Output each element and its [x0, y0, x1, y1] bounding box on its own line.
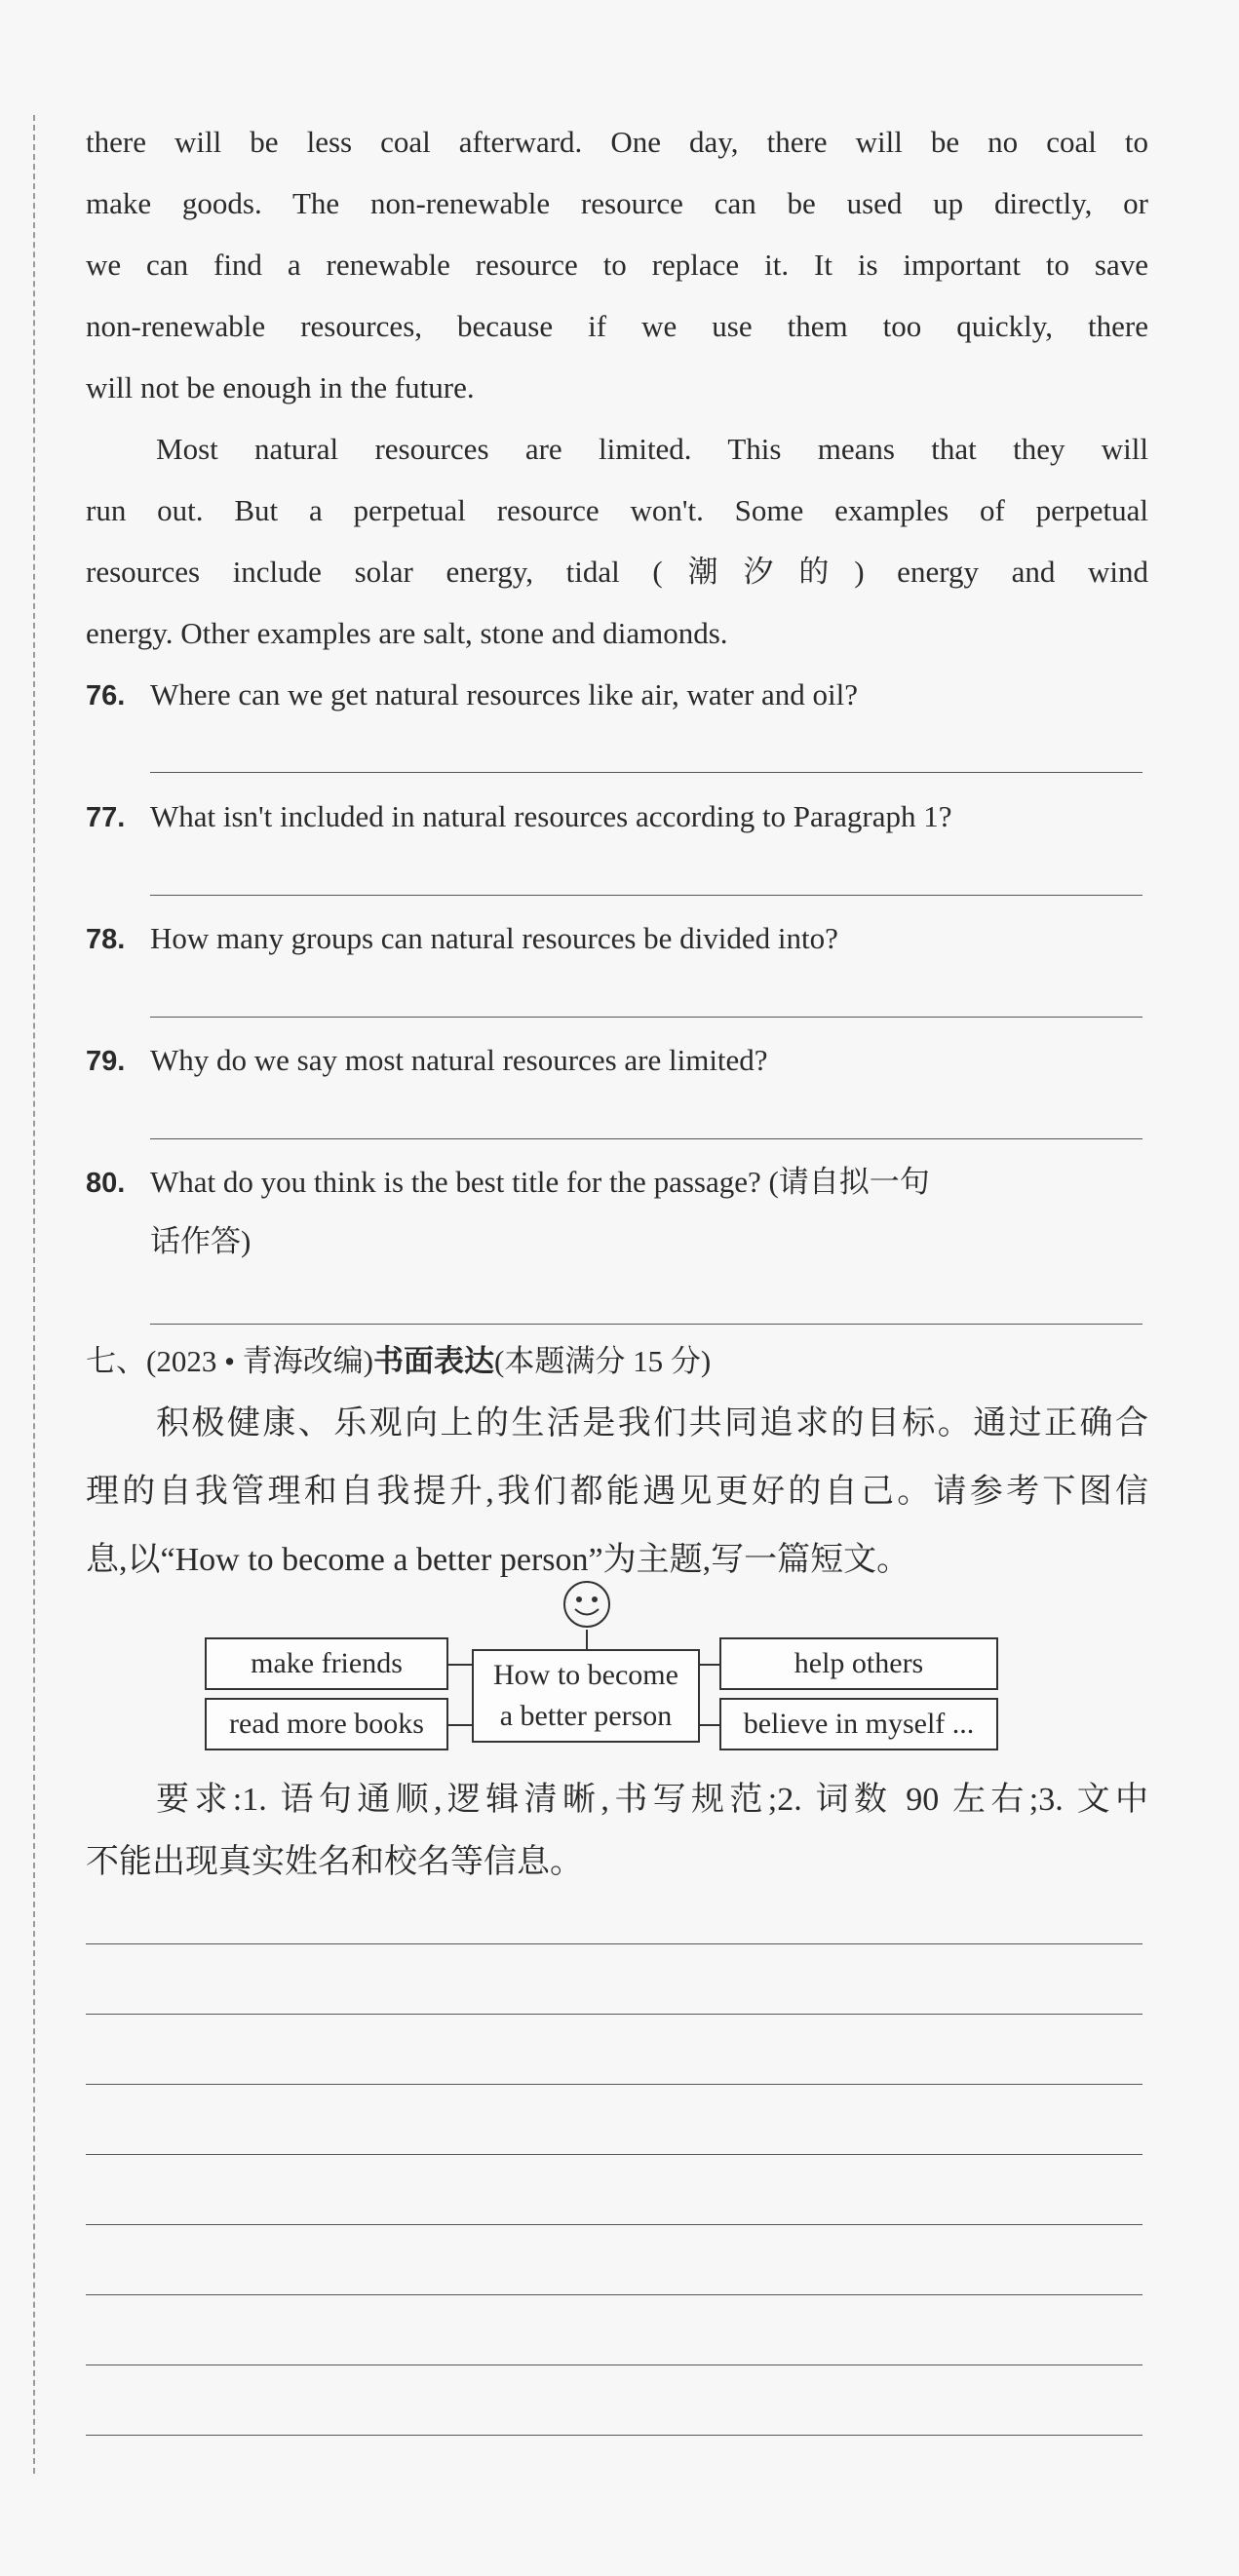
question-text: Why do we say most natural resources are limited?: [150, 1043, 768, 1077]
question-76: [86, 664, 1148, 727]
writing-line[interactable]: [86, 1943, 1142, 1944]
answer-line-77[interactable]: [150, 895, 1142, 896]
section-heading-title: 书面表达: [373, 1344, 494, 1378]
question-text: What isn't included in natural resources according to Paragraph 1?: [150, 799, 952, 833]
answer-line-76[interactable]: [150, 772, 1142, 773]
writing-line[interactable]: [86, 2294, 1142, 2295]
question-79: [86, 1029, 1148, 1093]
question-text: Where can we get natural resources like air, water and oil?: [150, 677, 859, 711]
section-heading-score: (本题满分 15 分): [494, 1344, 712, 1378]
question-80: [86, 1151, 1148, 1214]
box-help-others: help others: [719, 1637, 998, 1690]
question-text: What do you think is the best title for the passage? (请自拟一句: [150, 1165, 930, 1199]
connector: [448, 1664, 472, 1666]
question-number: 77.: [86, 802, 126, 833]
connector: [700, 1724, 719, 1726]
question-number: 80.: [86, 1168, 126, 1199]
writing-line[interactable]: [86, 2435, 1142, 2436]
question-77: [86, 786, 1148, 849]
question-number: 78.: [86, 924, 126, 955]
passage-line: resources include solar energy, tidal (潮汐的) energy and wind: [86, 555, 1148, 589]
answer-line-80[interactable]: [150, 1324, 1142, 1325]
question-number: 76.: [86, 680, 126, 711]
question-text: How many groups can natural resources be divided into?: [150, 921, 838, 955]
requirement-line: 要求:1. 语句通顺,逻辑清晰,书写规范;2. 词数 90 左右;3. 文中: [156, 1782, 1148, 1818]
writing-intro-line: 积极健康、乐观向上的生活是我们共同追求的目标。通过正确合: [156, 1405, 1148, 1442]
writing-intro-line: 息,以“How to become a better person”为主题,写一篇短文。: [86, 1542, 910, 1578]
question-text-continued: 话作答): [150, 1224, 252, 1258]
passage-line: non-renewable resources, because if we use them too quickly, there: [86, 309, 1148, 343]
box-center-topic: [472, 1649, 700, 1743]
section-heading-prefix: 七、(2023 • 青海改编): [86, 1344, 373, 1378]
writing-line[interactable]: [86, 2084, 1142, 2085]
box-read-more-books: read more books: [205, 1698, 448, 1750]
center-topic-line2: a better person: [499, 1700, 673, 1732]
writing-line[interactable]: [86, 2224, 1142, 2225]
writing-intro-line: 理的自我管理和自我提升,我们都能遇见更好的自己。请参考下图信: [86, 1474, 1148, 1510]
box-believe-in-myself: believe in myself ...: [719, 1698, 998, 1750]
connector: [448, 1724, 472, 1726]
connector: [700, 1664, 719, 1666]
binding-margin-line: [33, 115, 35, 2474]
passage-line: Most natural resources are limited. This means that they will: [156, 432, 1148, 466]
answer-line-78[interactable]: [150, 1017, 1142, 1018]
writing-line[interactable]: [86, 2154, 1142, 2155]
passage-line: we can find a renewable resource to replace it. It is important to save: [86, 248, 1148, 282]
question-number: 79.: [86, 1046, 126, 1077]
center-topic-line1: How to become: [493, 1659, 678, 1691]
passage-line: energy. Other examples are salt, stone and diamonds.: [86, 616, 728, 650]
question-78: [86, 907, 1148, 971]
passage-line: run out. But a perpetual resource won't. Some examples of perpetual: [86, 493, 1148, 527]
smiley-face-icon: [561, 1579, 612, 1630]
section-heading: [86, 1337, 711, 1386]
answer-line-79[interactable]: [150, 1138, 1142, 1139]
writing-line[interactable]: [86, 2014, 1142, 2015]
passage-line: there will be less coal afterward. One day, there will be no coal to: [86, 125, 1148, 159]
connector: [586, 1630, 588, 1649]
passage-line: make goods. The non-renewable resource can be used up directly, or: [86, 186, 1148, 220]
box-make-friends: make friends: [205, 1637, 448, 1690]
requirement-line: 不能出现真实姓名和校名等信息。: [86, 1844, 583, 1880]
passage-line: will not be enough in the future.: [86, 370, 475, 404]
